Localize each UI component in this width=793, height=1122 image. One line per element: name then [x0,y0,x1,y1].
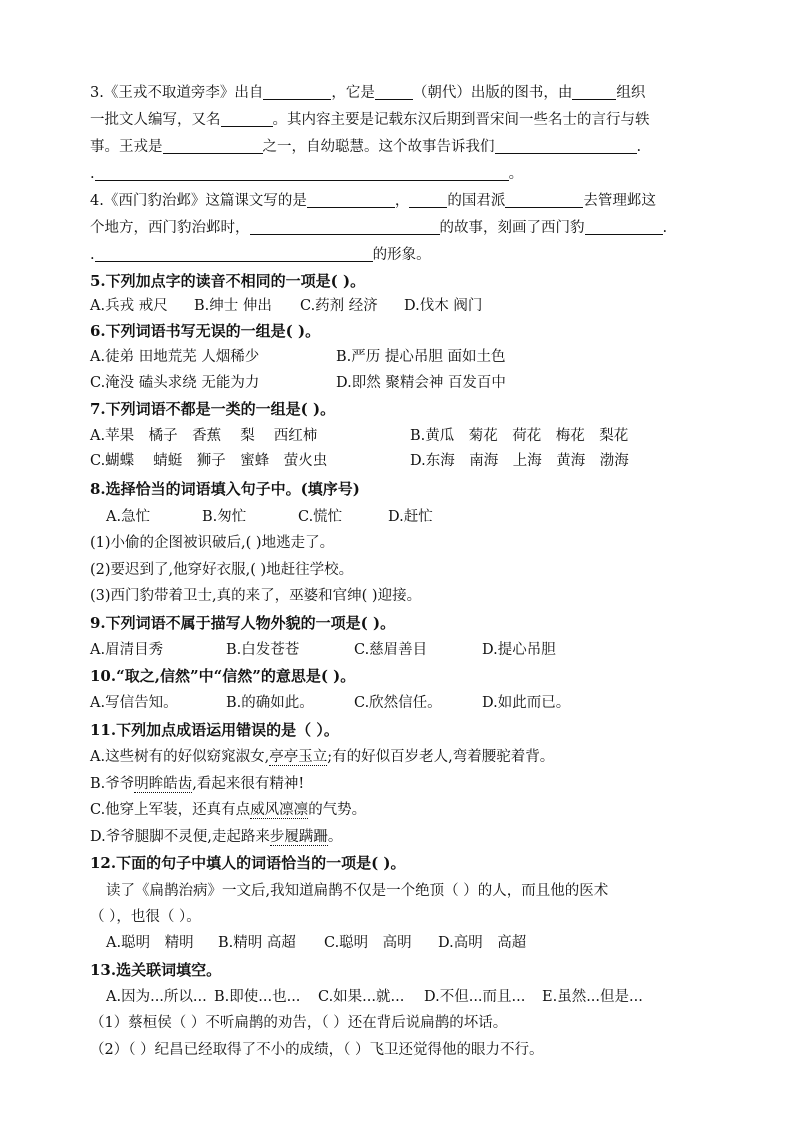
q4-text: 去管理邺这 [583,193,656,209]
q10-option-c[interactable]: C.欣然信任。 [354,695,442,711]
q11-option-d[interactable] [90,826,710,848]
q3-text: （朝代）出版的图书，由 [412,85,573,101]
q8-sentence-2: (2)要迟到了,他穿好衣服,( )地赶往学校。 [90,562,354,578]
q4-text: ， [394,193,410,209]
q3-blank-lesson-cont[interactable] [95,164,509,181]
q6-title: 6.下列词语书写无误的一组是( )。 [90,322,321,340]
q4-blank-story[interactable] [250,218,440,235]
q13-option-b[interactable]: B.即使...也... [214,989,301,1005]
q4-blank-character[interactable] [585,218,663,235]
q5-options [90,295,710,317]
q6-options-row-1 [90,346,710,368]
q13-option-c[interactable]: C.如果...就... [318,989,405,1005]
q3-text: 。其内容主要是记载东汉后期到晋宋间一些名士的言行与轶 [272,112,650,128]
q12-option-d[interactable]: D.高明 高超 [438,935,527,951]
q8-title: 8.选择恰当的词语填入句子中。(填序号) [90,480,360,498]
q6-option-b[interactable]: B.严历 提心吊胆 面如土色 [336,349,506,365]
q9-option-d[interactable]: D.提心吊胆 [482,642,556,658]
q9-option-c[interactable]: C.慈眉善目 [354,642,428,658]
q5-option-b[interactable]: B.绅士 伸出 [194,298,272,314]
q3-line-1 [90,82,710,104]
q3-text: . [90,166,95,182]
q8-options [106,506,726,528]
q4-text: . [662,220,668,236]
q3-blank-alias[interactable] [221,110,273,127]
q13-option-a[interactable]: A.因为...所以... [106,989,207,1005]
q7-options-row-1 [90,425,710,447]
q12-sentence-1: 读了《扁鹊治病》一文后,我知道扁鹊不仅是一个绝顶（ ）的人，而且他的医术 [106,883,609,899]
q4-blank-character-cont[interactable] [95,245,373,262]
q11-option-c[interactable] [90,799,710,821]
q13-sentence-2: （2）（ ）纪昌已经取得了不小的成绩，（ ）飞卫还觉得他的眼力不行。 [90,1042,544,1058]
q7-option-a[interactable]: A.苹果 橘子 香蕉 梨 西红柿 [90,428,318,444]
q11-text: D.爷爷腿脚不灵便,走起路来 [90,829,270,845]
q9-title: 9.下列词语不属于描写人物外貌的一项是( )。 [90,614,396,632]
q7-option-c[interactable]: C.蝴蝶 蜻蜓 狮子 蜜蜂 萤火虫 [90,453,328,469]
q5-option-a[interactable]: A.兵戎 戒尺 [90,298,168,314]
q11-text: A.这些树有的好似窈窕淑女, [90,749,270,765]
q13-title: 13.选关联词填空。 [90,961,222,979]
q8-option-b[interactable]: B.匆忙 [202,509,247,525]
q5-title: 5.下列加点字的读音不相同的一项是( )。 [90,272,366,290]
q13-sentence-1: （1）蔡桓侯（ ）不听扁鹊的劝告，（ ）还在背后说扁鹊的坏话。 [90,1015,508,1031]
q3-text: ，它是 [331,85,375,101]
q6-option-c[interactable]: C.淹没 磕头求绕 无能为力 [90,375,260,391]
q13-options [106,986,726,1008]
q7-option-d[interactable]: D.东海 南海 上海 黄海 渤海 [410,453,629,469]
q3-text: 。 [508,166,524,182]
q12-option-c[interactable]: C.聪明 高明 [324,935,412,951]
q13-option-d[interactable]: D.不但...而且... [424,989,526,1005]
q3-line-2 [90,109,710,131]
q11-idiom-text: 威风凛凛 [250,802,309,818]
q3-text: 3.《王戎不取道旁李》出自 [90,85,264,101]
q11-text: B.爷爷 [90,776,135,792]
q11-dotted-idiom [269,749,327,766]
q12-option-b[interactable]: B.精明 高超 [218,935,296,951]
q8-option-d[interactable]: D.赶忙 [388,509,433,525]
q3-text: 事。王戎是 [90,139,163,155]
q4-blank-state[interactable] [409,191,447,208]
q3-blank-organizer[interactable] [572,83,616,100]
q11-text: ;有的好似百岁老人,弯着腰驼着背。 [327,749,555,765]
q8-sentence-3: (3)西门豹带着卫士,真的来了，巫婆和官绅( )迎接。 [90,588,422,604]
q3-blank-source[interactable] [263,83,331,100]
q6-option-a[interactable]: A.徒弟 田地荒芜 人烟稀少 [90,349,260,365]
q4-blank-topic[interactable] [307,191,395,208]
q3-blank-dynasty[interactable] [375,83,413,100]
q11-option-a[interactable] [90,746,710,768]
q11-text: C.他穿上军装，还真有点 [90,802,251,818]
q4-line-1 [90,190,710,212]
q12-options [106,932,726,954]
q9-options [90,639,710,661]
q4-text: 的形象。 [372,247,431,263]
q4-line-2 [90,217,710,239]
q11-idiom-text: 步履蹒跚 [269,829,328,845]
q10-option-b[interactable]: B.的确如此。 [226,695,314,711]
q9-option-b[interactable]: B.白发苍苍 [226,642,300,658]
q3-line-3 [90,136,710,158]
q12-option-a[interactable]: A.聪明 精明 [106,935,194,951]
q11-text: 的气势。 [308,802,367,818]
q11-idiom-text: 明眸皓齿 [134,776,193,792]
q7-title: 7.下列词语不都是一类的一组是( )。 [90,400,336,418]
q11-option-b[interactable] [90,773,710,795]
q3-text: 组织 [616,85,646,101]
q10-option-d[interactable]: D.如此而已。 [482,695,571,711]
q5-option-d[interactable]: D.伐木 阀门 [404,298,483,314]
q5-option-c[interactable]: C.药剂 经济 [300,298,378,314]
q9-option-a[interactable]: A.眉清目秀 [90,642,164,658]
q11-text: 。 [327,829,343,845]
q11-idiom-text: 亭亭玉立 [269,749,328,765]
q4-text: 4.《西门豹治邺》这篇课文写的是 [90,193,307,209]
q3-text: 一批文人编写，又名 [90,112,221,128]
q4-text: 的故事，刻画了西门豹 [439,220,585,236]
q3-blank-lesson[interactable] [495,137,637,154]
q10-option-a[interactable]: A.写信告知。 [90,695,178,711]
q10-title: 10.“取之,信然”中“信然”的意思是( )。 [90,667,356,685]
q6-options-row-2 [90,372,710,394]
q7-options-row-2 [90,450,710,472]
q4-blank-person[interactable] [505,191,583,208]
q8-option-c[interactable]: C.慌忙 [298,509,343,525]
q13-option-e[interactable]: E.虽然...但是... [542,989,643,1005]
q4-text: 的国君派 [447,193,506,209]
q12-title: 12.下面的句子中填人的词语恰当的一项是( )。 [90,854,406,872]
q11-text: ,看起来很有精神! [192,776,305,792]
q4-text: . [90,247,95,263]
q3-line-4 [90,163,710,185]
q8-sentence-1: (1)小偷的企图被识破后,( )地逃走了。 [90,535,335,551]
q3-text: . [636,139,642,155]
q4-line-3 [90,244,710,266]
q7-option-b[interactable]: B.黄瓜 菊花 荷花 梅花 梨花 [410,428,629,444]
q4-text: 个地方，西门豹治邺时， [90,220,250,236]
q10-options [90,692,710,714]
q3-text: 之一，自幼聪慧。这个故事告诉我们 [262,139,495,155]
q3-blank-identity[interactable] [163,137,263,154]
q8-option-a[interactable]: A.急忙 [106,509,151,525]
q12-sentence-2: （ ），也很（ ）。 [90,909,201,925]
q11-title: 11.下列加点成语运用错误的是（ ）。 [90,721,339,739]
q6-option-d[interactable]: D.即然 聚精会神 百发百中 [336,375,506,391]
